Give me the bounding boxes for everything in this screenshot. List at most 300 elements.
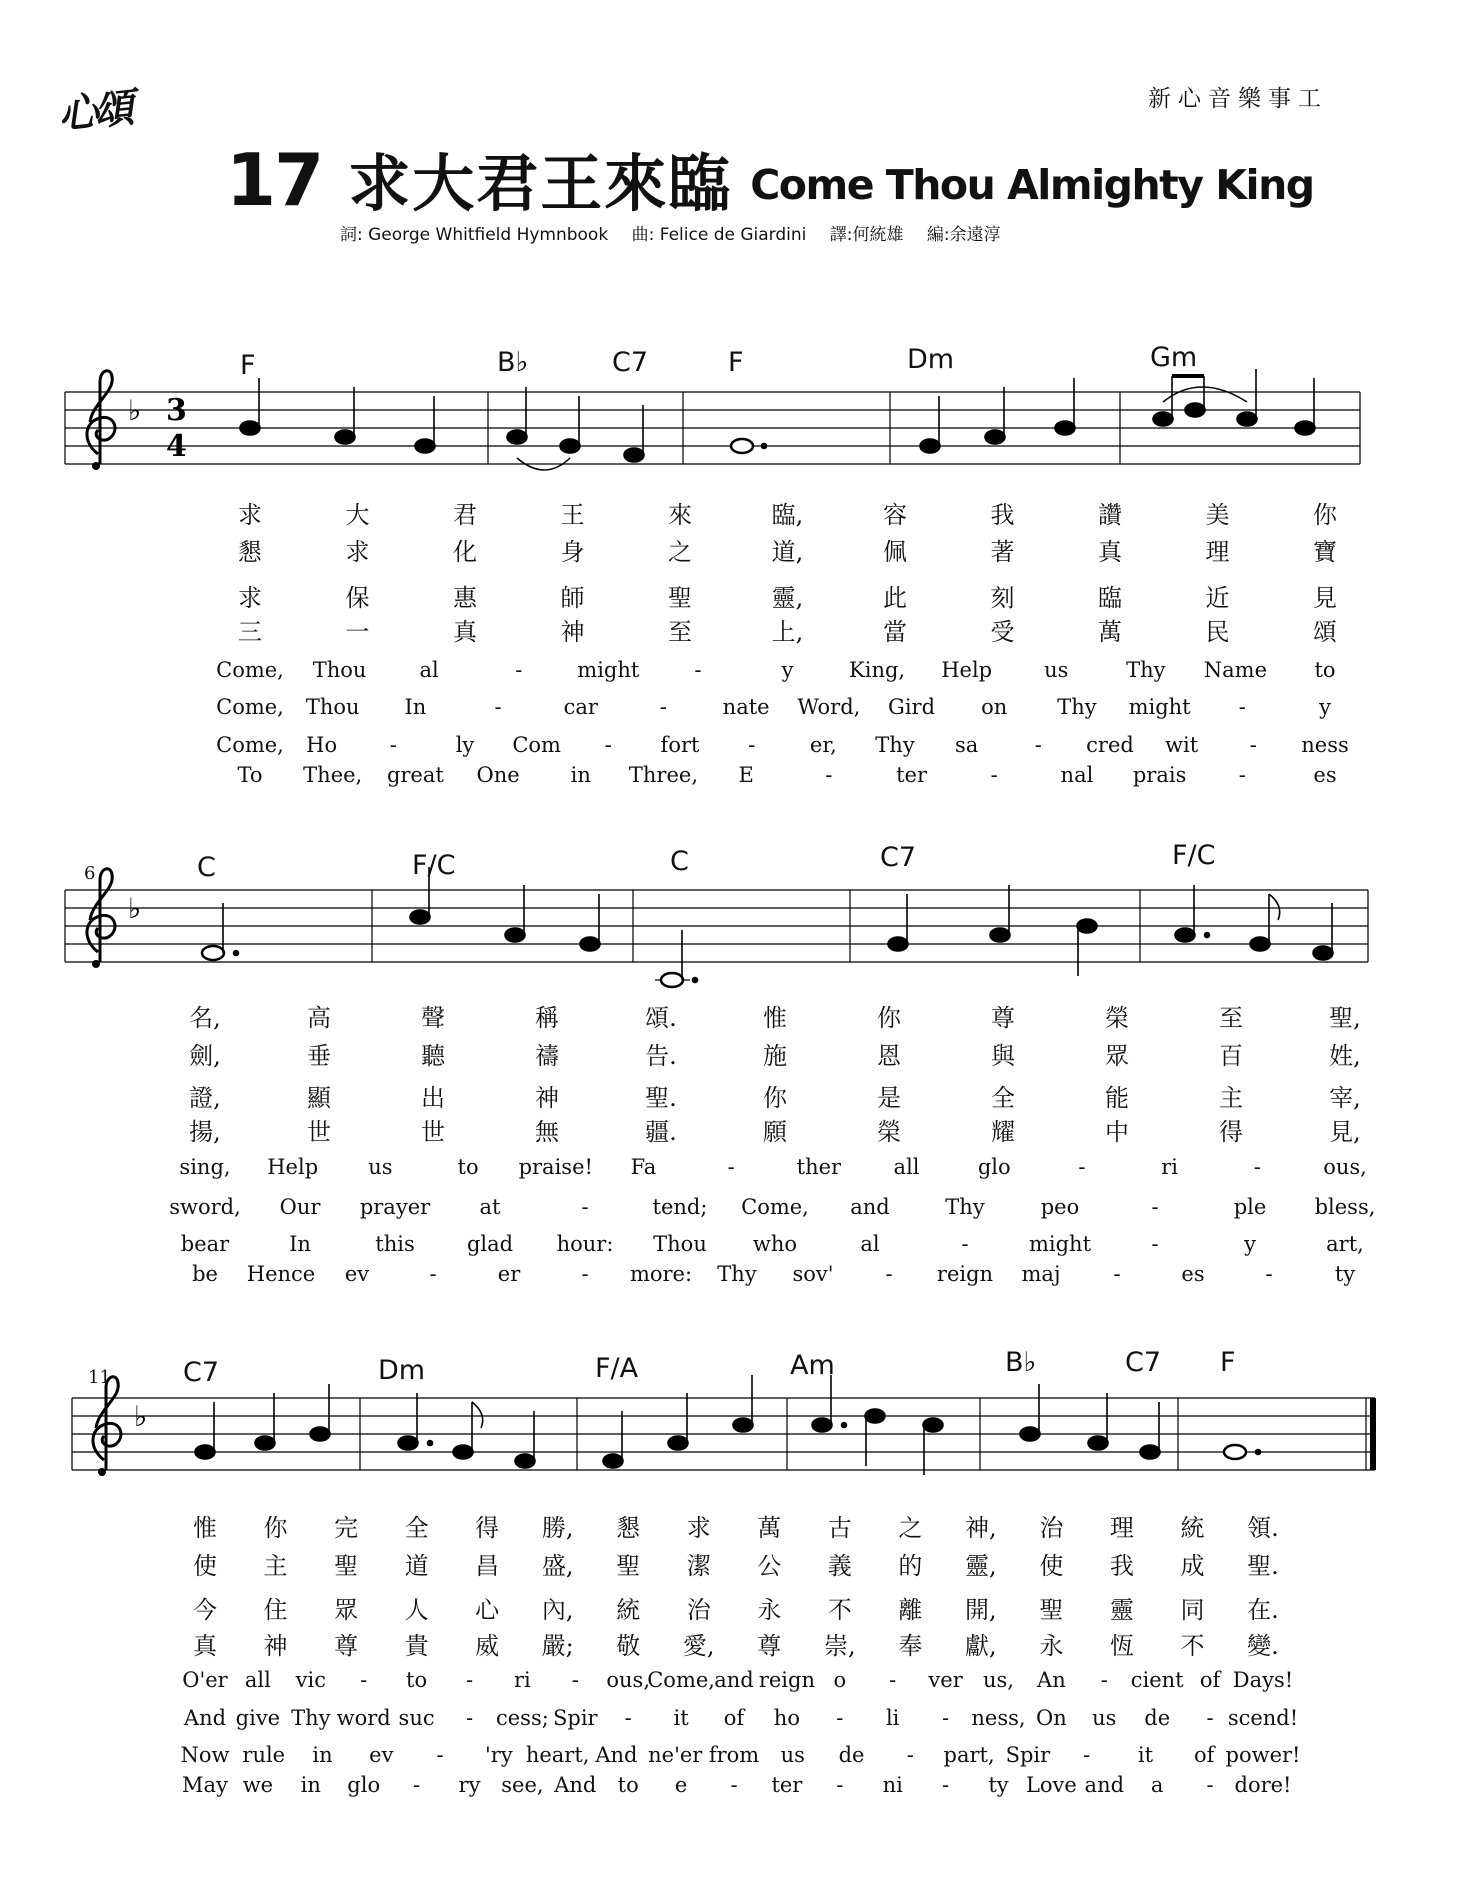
lyric-syllable: 化: [453, 538, 477, 566]
lyric-syllable: 聖: [334, 1552, 359, 1580]
lyric-syllable: al: [419, 658, 439, 682]
lyric-syllable: Days!: [1232, 1668, 1294, 1692]
lyric-syllable: 寶: [1313, 538, 1337, 566]
lyric-syllable: 世: [421, 1118, 445, 1146]
lyric-syllable: 全: [404, 1514, 429, 1542]
lyric-syllable: ev: [369, 1743, 394, 1767]
lyric-syllable: -: [1100, 1668, 1108, 1692]
lyric-syllable: 神: [560, 618, 585, 646]
lyric-syllable: ness,: [971, 1706, 1026, 1730]
lyric-syllable: reign: [758, 1668, 815, 1692]
time-signature-top: 3: [166, 393, 187, 428]
lyric-syllable: Our: [279, 1195, 321, 1219]
lyric-syllable: 恩: [877, 1042, 901, 1070]
lyric-syllable: peo: [1040, 1195, 1080, 1219]
lyric-syllable: 眾: [334, 1596, 359, 1624]
lyric-syllable: Thou: [312, 658, 367, 682]
lyric-syllable: -: [885, 1262, 893, 1286]
lyric-syllable: 臨: [1098, 584, 1122, 612]
lyric-syllable: see,: [501, 1773, 544, 1797]
lyric-syllable: of: [1194, 1743, 1215, 1767]
lyric-syllable: -: [581, 1262, 589, 1286]
chord-symbol: C: [670, 846, 689, 877]
lyric-syllable: ple: [1233, 1195, 1267, 1219]
notes-system-1: [240, 369, 1315, 462]
lyric-syllable: Thy: [291, 1706, 331, 1730]
lyric-syllable: us: [1092, 1706, 1117, 1730]
lyric-syllable: And: [595, 1743, 638, 1767]
lyric-syllable: Name: [1203, 658, 1268, 682]
chord-symbol: F/C: [1172, 840, 1216, 871]
lyric-syllable: and: [714, 1668, 754, 1692]
lyric-syllable: -: [571, 1668, 579, 1692]
lyric-syllable: it: [1137, 1743, 1154, 1767]
lyric-syllable: ness: [1301, 733, 1349, 757]
credit-arrangement: 編:余遠淳: [926, 225, 1001, 245]
lyric-syllable: -: [624, 1706, 632, 1730]
lyric-syllable: ni: [882, 1773, 903, 1797]
chord-symbol: F: [728, 347, 744, 378]
lyric-syllable: 保: [345, 584, 370, 612]
lyric-syllable: 容: [883, 501, 907, 529]
lyric-syllable: all: [244, 1668, 271, 1692]
lyric-syllable: 治: [1039, 1514, 1064, 1542]
lyric-syllable: 惠: [453, 584, 477, 612]
lyric-syllable: On: [1036, 1706, 1067, 1730]
lyric-syllable: li: [885, 1706, 900, 1730]
lyric-syllable: 出: [421, 1084, 445, 1112]
chord-symbol: F: [240, 350, 256, 381]
lyric-syllable: 在.: [1247, 1596, 1279, 1624]
lyric-syllable: Hence: [246, 1262, 316, 1286]
lyric-syllable: 見,: [1329, 1118, 1361, 1146]
lyric-syllable: es: [1181, 1262, 1205, 1286]
staff-system-1: [65, 369, 1360, 470]
lyric-syllable: 一: [345, 618, 370, 646]
lyric-syllable: To: [237, 763, 263, 787]
lyric-syllable: Gird: [888, 695, 936, 719]
lyric-syllable: y: [1319, 695, 1331, 719]
lyric-syllable: er: [497, 1262, 521, 1286]
lyric-syllable: Come,: [216, 733, 284, 757]
lyric-syllable: 公: [757, 1552, 782, 1580]
title-chinese: 求大君王來臨: [348, 147, 733, 220]
lyric-syllable: 理: [1109, 1514, 1134, 1542]
lyric-syllable: 真: [453, 618, 477, 646]
lyric-syllable: 同: [1180, 1596, 1205, 1624]
lyric-syllable: 垂: [307, 1042, 331, 1070]
lyric-syllable: O'er: [182, 1668, 228, 1692]
lyric-syllable: 疆.: [645, 1118, 677, 1146]
lyric-syllable: 變.: [1247, 1632, 1279, 1660]
lyric-syllable: 身: [560, 538, 585, 566]
lyric-syllable: Come,: [741, 1195, 809, 1219]
lyric-syllable: -: [694, 658, 702, 682]
lyric-syllable: great: [386, 763, 444, 787]
lyric-syllable: it: [673, 1706, 689, 1730]
lyric-syllable: 著: [990, 538, 1015, 566]
lyric-syllable: -: [730, 1773, 738, 1797]
chord-symbol: Gm: [1150, 342, 1198, 373]
hymn-number: 17: [226, 138, 323, 222]
lyric-syllable: 我: [1109, 1552, 1134, 1580]
lyric-syllable: in: [300, 1773, 321, 1797]
lyric-syllable: One: [476, 763, 520, 787]
lyric-syllable: tend;: [652, 1195, 708, 1219]
lyric-syllable: 住: [263, 1596, 288, 1624]
lyric-syllable: 宰,: [1329, 1084, 1361, 1112]
chord-symbol: F/C: [412, 850, 456, 881]
lyric-syllable: 得: [475, 1514, 500, 1542]
lyric-syllable: vic: [295, 1668, 326, 1692]
publisher-name: 新心音樂事工: [1148, 86, 1328, 112]
lyric-syllable: 中: [1105, 1118, 1129, 1146]
lyric-syllable: 主: [263, 1552, 288, 1580]
lyric-syllable: 與: [991, 1042, 1015, 1070]
lyric-syllable: -: [727, 1155, 735, 1179]
lyric-syllable: 懇: [616, 1514, 641, 1542]
staff-system-3: [72, 1375, 1376, 1476]
lyric-syllable: -: [1238, 763, 1246, 787]
lyric-syllable: Come,: [216, 658, 284, 682]
lyric-syllable: 獻,: [965, 1632, 997, 1660]
lyric-syllable: E: [738, 763, 754, 787]
lyric-syllable: o: [833, 1668, 847, 1692]
key-signature-flat-icon: ♭: [128, 892, 142, 925]
lyric-syllable: 顯: [307, 1084, 331, 1112]
chord-symbol: C: [197, 852, 216, 883]
lyric-syllable: 開,: [965, 1596, 997, 1624]
lyric-syllable: and: [850, 1195, 890, 1219]
lyric-syllable: -: [515, 658, 523, 682]
lyric-syllable: 頌.: [645, 1004, 677, 1032]
lyric-syllable: Love: [1025, 1773, 1077, 1797]
lyric-syllable: at: [479, 1195, 501, 1219]
lyric-syllable: Spir: [553, 1706, 598, 1730]
lyric-syllable: give: [235, 1706, 281, 1730]
lyric-syllable: 永: [1039, 1632, 1064, 1660]
lyric-syllable: -: [906, 1743, 914, 1767]
lyric-syllable: sing,: [179, 1155, 231, 1179]
lyric-syllable: 聖.: [1247, 1552, 1279, 1580]
lyric-syllable: -: [942, 1773, 950, 1797]
lyric-syllable: Thee,: [303, 763, 363, 787]
chord-symbol: C7: [183, 1357, 220, 1388]
lyric-syllable: de: [1144, 1706, 1171, 1730]
lyric-syllable: 萬: [1098, 618, 1122, 646]
lyric-syllable: 潔: [686, 1552, 711, 1580]
lyric-syllable: prais: [1132, 763, 1187, 787]
lyric-syllable: bear: [180, 1232, 230, 1256]
lyric-syllable: 愛,: [682, 1632, 715, 1660]
lyric-syllable: ly: [455, 733, 475, 757]
lyric-syllable: 神,: [965, 1514, 997, 1542]
lyric-syllable: 聖.: [645, 1084, 677, 1112]
lyric-syllable: us: [780, 1743, 805, 1767]
lyric-syllable: Help: [267, 1155, 319, 1179]
chord-symbol: C7: [612, 347, 649, 378]
lyric-syllable: 靈: [1109, 1596, 1134, 1624]
lyric-syllable: ri: [514, 1668, 531, 1692]
lyric-syllable: es: [1313, 763, 1337, 787]
lyric-syllable: -: [1265, 1262, 1273, 1286]
lyric-syllable: -: [825, 763, 833, 787]
lyric-syllable: ry: [458, 1773, 481, 1797]
lyric-syllable: 聖: [668, 584, 692, 612]
lyric-syllable: ty: [988, 1773, 1009, 1797]
lyric-syllable: us,: [983, 1668, 1014, 1692]
lyric-syllable: might: [1028, 1232, 1092, 1256]
lyric-syllable: art,: [1326, 1232, 1364, 1256]
lyric-syllable: 姓,: [1329, 1042, 1361, 1070]
key-signature-flat-icon: ♭: [134, 1400, 148, 1433]
lyric-syllable: rule: [242, 1743, 286, 1767]
lyric-syllable: maj: [1021, 1262, 1061, 1286]
lyric-syllable: 見: [1313, 584, 1337, 612]
lyric-syllable: 揚,: [189, 1118, 221, 1146]
notes-system-3: [195, 1375, 1261, 1475]
lyric-syllable: 道: [404, 1552, 429, 1580]
lyric-syllable: from: [708, 1743, 760, 1767]
lyric-syllable: 的: [898, 1552, 923, 1580]
credit-music: 曲: Felice de Giardini: [631, 225, 807, 245]
lyric-syllable: 全: [991, 1084, 1015, 1112]
treble-clef-icon: [93, 1377, 121, 1476]
lyric-syllable: glo: [977, 1155, 1011, 1179]
lyric-syllable: 成: [1180, 1552, 1205, 1580]
lyric-syllable: -: [413, 1773, 421, 1797]
lyric-syllable: all: [893, 1155, 920, 1179]
lyric-syllable: cess;: [495, 1706, 549, 1730]
lyric-syllable: In: [404, 695, 427, 719]
lyric-syllable: -: [1034, 733, 1042, 757]
lyric-syllable: a: [1150, 1773, 1164, 1797]
lyric-syllable: we: [242, 1773, 274, 1797]
lyric-syllable: -: [1206, 1773, 1214, 1797]
lyric-syllable: heart,: [525, 1743, 590, 1767]
lyric-syllable: Now: [180, 1743, 230, 1767]
lyric-syllable: 離: [898, 1596, 923, 1624]
lyric-syllable: 受: [990, 618, 1015, 646]
logo: 心頌: [56, 85, 133, 139]
lyric-syllable: -: [1083, 1743, 1091, 1767]
lyric-syllable: -: [659, 695, 668, 719]
lyric-syllable: 是: [877, 1084, 901, 1112]
lyric-syllable: 古: [827, 1514, 852, 1542]
lyric-syllable: 大: [345, 501, 370, 529]
lyric-syllable: 能: [1105, 1084, 1129, 1112]
lyric-syllable: us: [1044, 658, 1069, 682]
time-signature-bottom: 4: [166, 429, 187, 464]
lyric-syllable: praise!: [518, 1155, 593, 1179]
lyric-syllable: 稱: [535, 1004, 559, 1032]
chord-symbol: Dm: [378, 1355, 426, 1386]
lyric-syllable: 惟: [763, 1004, 787, 1032]
lyric-syllable: -: [436, 1743, 444, 1767]
lyric-syllable: 神: [263, 1632, 288, 1660]
lyric-syllable: hour:: [556, 1232, 614, 1256]
lyric-syllable: 義: [827, 1552, 852, 1580]
lyric-syllable: 師: [560, 584, 585, 612]
treble-clef-icon: [87, 371, 115, 470]
lyric-syllable: 心: [475, 1596, 500, 1624]
lyric-syllable: Com: [512, 733, 561, 757]
lyric-syllable: -: [1253, 1155, 1261, 1179]
lyric-syllable: 之: [898, 1514, 923, 1542]
lyric-syllable: 真: [193, 1632, 217, 1660]
lyric-syllable: Word,: [797, 695, 861, 719]
lyric-syllable: 恆: [1109, 1632, 1134, 1660]
lyric-syllable: Thou: [305, 695, 360, 719]
lyric-syllable: de: [838, 1743, 865, 1767]
lyric-syllable: might: [1128, 695, 1191, 719]
lyric-syllable: 名,: [189, 1004, 221, 1032]
lyric-syllable: 惟: [193, 1514, 217, 1542]
lyric-syllable: more:: [629, 1262, 693, 1286]
lyric-syllable: 萬: [757, 1514, 782, 1542]
lyric-syllable: Thy: [717, 1262, 757, 1286]
lyric-syllable: be: [192, 1262, 218, 1286]
lyric-syllable: 主: [1219, 1084, 1243, 1112]
lyric-syllable: Come,: [647, 1668, 715, 1692]
lyric-syllable: 治: [686, 1596, 711, 1624]
lyric-syllable: 刻: [990, 584, 1015, 612]
lyric-syllable: 你: [877, 1004, 901, 1032]
lyric-syllable: 施: [763, 1042, 787, 1070]
lyric-syllable: nal: [1060, 763, 1094, 787]
lyric-syllable: 願: [763, 1118, 787, 1146]
lyric-syllable: reign: [936, 1262, 994, 1286]
lyric-syllable: -: [1151, 1195, 1159, 1219]
lyric-syllable: glad: [466, 1232, 514, 1256]
lyric-syllable: 之: [668, 538, 692, 566]
chord-symbol: Am: [790, 1350, 835, 1381]
lyric-syllable: this: [375, 1232, 415, 1256]
lyric-syllable: Thy: [1057, 695, 1097, 719]
lyric-syllable: 來: [668, 501, 692, 529]
lyric-syllable: -: [360, 1668, 368, 1692]
lyric-syllable: to: [457, 1155, 479, 1179]
lyric-syllable: ri: [1161, 1155, 1178, 1179]
lyric-syllable: 崇,: [823, 1632, 856, 1660]
lyric-syllable: dore!: [1234, 1773, 1292, 1797]
lyric-syllable: 民: [1205, 618, 1230, 646]
lyric-syllable: 此: [883, 584, 907, 612]
lyric-syllable: ev: [344, 1262, 370, 1286]
lyric-syllable: Thy: [875, 733, 915, 757]
lyric-syllable: 聖: [1039, 1596, 1064, 1624]
lyric-syllable: 百: [1219, 1042, 1243, 1070]
lyric-syllable: to: [617, 1773, 639, 1797]
lyric-syllable: 你: [1313, 501, 1337, 529]
lyric-syllable: -: [494, 695, 502, 719]
lyric-syllable: prayer: [359, 1195, 431, 1219]
lyric-syllable: 至: [1219, 1004, 1243, 1032]
lyric-syllable: -: [990, 763, 998, 787]
lyric-syllable: part,: [943, 1743, 995, 1767]
lyric-syllable: And: [183, 1706, 227, 1730]
lyric-syllable: 嚴;: [541, 1632, 574, 1660]
lyric-syllable: sov': [792, 1262, 834, 1286]
lyric-syllable: Three,: [628, 763, 699, 787]
lyric-syllable: -: [1078, 1155, 1086, 1179]
lyric-syllable: 靈,: [771, 584, 804, 612]
lyric-syllable: 貴: [404, 1632, 429, 1660]
lyric-syllable: 你: [263, 1514, 288, 1542]
lyric-syllable: who: [752, 1232, 798, 1256]
lyric-syllable: 王: [560, 501, 585, 529]
chord-symbol: Dm: [907, 344, 955, 375]
lyric-syllable: -: [1113, 1262, 1121, 1286]
lyric-syllable: 得: [1219, 1118, 1243, 1146]
lyric-syllable: 近: [1205, 584, 1230, 612]
lyric-syllable: -: [1151, 1232, 1159, 1256]
measure-number: 6: [84, 863, 96, 884]
lyric-syllable: 真: [1098, 538, 1122, 566]
lyric-syllable: 當: [883, 618, 907, 646]
lyric-syllable: In: [289, 1232, 311, 1256]
lyric-syllable: 榮: [877, 1118, 901, 1146]
lyric-syllable: 聲: [421, 1004, 445, 1032]
lyric-syllable: 臨,: [771, 501, 804, 529]
lyric-syllable: cred: [1086, 733, 1134, 757]
lyric-syllable: -: [889, 1668, 897, 1692]
lyric-syllable: 領.: [1247, 1514, 1279, 1542]
lyric-syllable: 聖,: [1329, 1004, 1361, 1032]
lyric-syllable: And: [554, 1773, 597, 1797]
lyric-syllable: in: [570, 763, 591, 787]
lyric-syllable: 尊: [334, 1632, 359, 1660]
lyric-syllable: 證,: [189, 1084, 221, 1112]
lyric-syllable: 君: [453, 501, 477, 529]
lyric-syllable: -: [942, 1706, 950, 1730]
lyric-syllable: Thy: [1126, 658, 1166, 682]
key-signature-flat-icon: ♭: [128, 394, 142, 427]
lyric-syllable: -: [1206, 1706, 1214, 1730]
lyric-syllable: nate: [722, 695, 770, 719]
lyric-syllable: 道,: [771, 538, 804, 566]
lyric-syllable: 我: [990, 501, 1015, 529]
lyric-syllable: 完: [334, 1514, 359, 1542]
lyric-syllable: 聽: [421, 1042, 445, 1070]
lyric-syllable: 無: [535, 1118, 559, 1146]
lyric-syllable: 高: [307, 1004, 331, 1032]
lyric-syllable: 眾: [1105, 1042, 1129, 1070]
chord-symbol: F: [1220, 1347, 1236, 1378]
lyric-syllable: might: [577, 658, 640, 682]
lyric-syllable: 統: [1180, 1514, 1205, 1542]
credit-words: 詞: George Whitfield Hymnbook: [340, 225, 609, 245]
lyric-syllable: fort: [660, 733, 700, 757]
lyric-syllable: word: [336, 1706, 391, 1730]
lyric-syllable: Help: [941, 658, 993, 682]
lyric-syllable: 劍,: [189, 1042, 221, 1070]
lyric-syllable: 理: [1205, 538, 1230, 566]
lyric-syllable: ter: [896, 763, 927, 787]
lyric-syllable: scend!: [1227, 1706, 1299, 1730]
lyric-syllable: car: [563, 695, 598, 719]
credit-translation: 譯:何統雄: [829, 225, 904, 245]
lyric-syllable: Thy: [945, 1195, 985, 1219]
lyric-syllable: 尊: [991, 1004, 1015, 1032]
lyric-syllable: An: [1037, 1668, 1066, 1692]
lyric-syllable: and: [1084, 1773, 1125, 1797]
lyric-syllable: 敬: [616, 1632, 641, 1660]
lyric-syllable: ver: [928, 1668, 963, 1692]
lyric-syllable: e: [674, 1773, 688, 1797]
lyric-syllable: May: [182, 1773, 228, 1797]
lyric-syllable: sa: [955, 733, 979, 757]
